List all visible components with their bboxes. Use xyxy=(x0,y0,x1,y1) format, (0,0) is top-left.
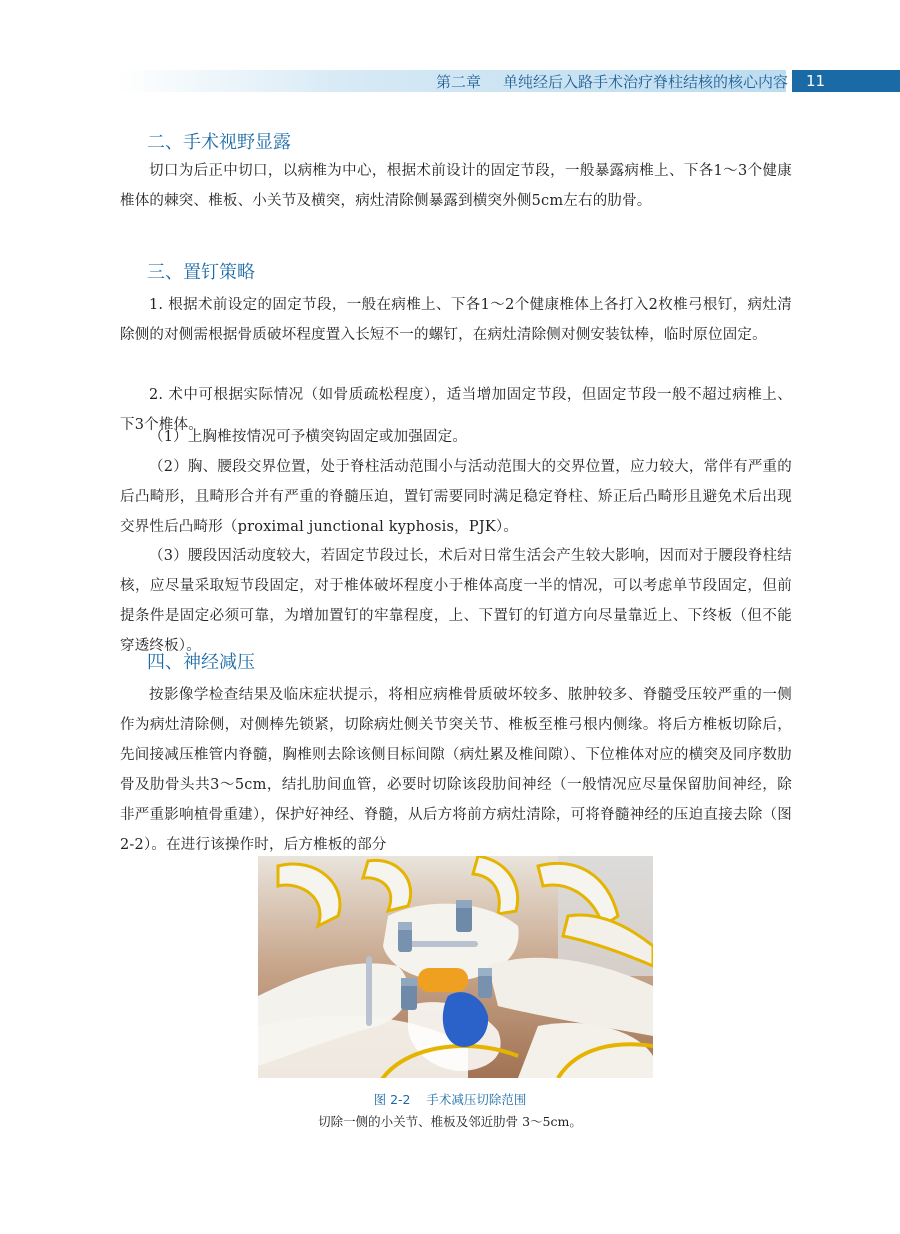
figure-title: 手术减压切除范围 xyxy=(426,1092,527,1107)
chapter-number: 第二章 xyxy=(435,73,481,91)
paragraph: 2. 术中可根据实际情况（如骨质疏松程度），适当增加固定节段，但固定节段一般不超过病椎上、下3个椎体。 xyxy=(120,387,792,433)
surgical-illustration xyxy=(258,856,653,1078)
section-heading-decompression: 四、神经减压 xyxy=(147,652,255,673)
figure-label: 图 2-2 xyxy=(373,1092,411,1107)
section-heading-screw-strategy: 三、置钉策略 xyxy=(147,262,255,283)
page-number: 11 xyxy=(792,70,900,92)
spine-illustration-svg xyxy=(258,856,653,1078)
figure-caption xyxy=(0,1090,900,1108)
paragraph: 1. 根据术前设定的固定节段，一般在病椎上、下各1～2个健康椎体上各打入2枚椎弓根钉，病灶清除侧的对侧需根据骨质破坏程度置入长短不一的螺钉，在病灶清除侧对侧安装钛棒，临时原位固定。 xyxy=(120,297,792,343)
paragraph: 切口为后正中切口，以病椎为中心，根据术前设计的固定节段，一般暴露病椎上、下各1～3个健康椎体的棘突、椎板、小关节及横突，病灶清除侧暴露到横突外侧5cm左右的肋骨。 xyxy=(120,163,792,209)
section-heading-exposure: 二、手术视野显露 xyxy=(147,132,291,153)
running-header xyxy=(436,72,788,92)
paragraph: （2）胸、腰段交界位置，处于脊柱活动范围小与活动范围大的交界位置，应力较大，常伴有严重的后凸畸形，且畸形合并有严重的脊髓压迫，置钉需要同时满足稳定脊柱、矫正后凸畸形且避免术后出现交界性后凸畸形（proximal junctional kyphosis，PJK）。 xyxy=(120,459,792,535)
paragraph: （3）腰段因活动度较大，若固定节段过长，术后对日常生活会产生较大影响，因而对于腰段脊柱结核，应尽量采取短节段固定，对于椎体破坏程度小于椎体高度一半的情况，可以考虑单节段固定，但前提条件是固定必须可靠，为增加置钉的牢靠程度，上、下置钉的钉道方向尽量靠近上、下终板（但不能穿透终板）。 xyxy=(120,548,792,654)
paragraph: （1）上胸椎按情况可予横突钩固定或加强固定。 xyxy=(149,429,468,445)
chapter-title: 单纯经后入路手术治疗脊柱结核的核心内容 xyxy=(502,73,788,91)
figure-note: 切除一侧的小关节、椎板及邻近肋骨 3～5cm。 xyxy=(318,1114,582,1129)
paragraph: 按影像学检查结果及临床症状提示，将相应病椎骨质破坏较多、脓肿较多、脊髓受压较严重的一侧作为病灶清除侧，对侧棒先锁紧，切除病灶侧关节突关节、椎板至椎弓根内侧缘。将后方椎板切除后，先间接减压椎管内脊髓，胸椎则去除该侧目标间隙（病灶累及椎间隙）、下位椎体对应的横突及同序数肋骨及肋骨头共3～5cm，结扎肋间血管，必要时切除该段肋间神经（一般情况应尽量保留肋间神经，除非严重影响植骨重建），保护好神经、脊髓，从后方将前方病灶清除，可将脊髓神经的压迫直接去除（图2-2）。在进行该操作时，后方椎板的部分 xyxy=(120,687,792,853)
